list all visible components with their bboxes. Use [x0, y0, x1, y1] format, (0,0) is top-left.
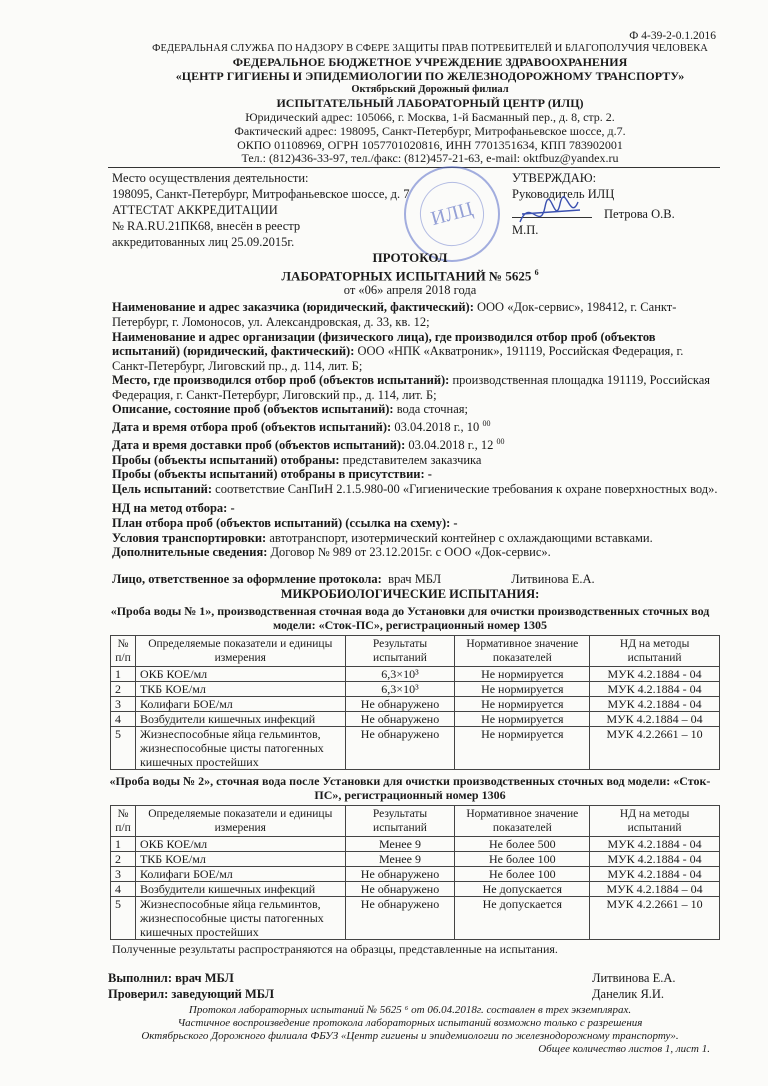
letterhead — [100, 42, 760, 166]
table-cell: Не нормируется — [455, 696, 590, 711]
table-cell: Не более 100 — [455, 866, 590, 881]
table-cell: 4 — [111, 881, 136, 896]
footer-line4: Общее количество листов 1, лист 1. — [538, 1042, 710, 1055]
checked-name: Данелик Я.И. — [592, 986, 665, 1001]
column-header: Нормативное значение показателей — [455, 805, 590, 836]
field-11 — [112, 531, 718, 546]
results-table-2 — [110, 805, 720, 940]
column-header: Результаты испытаний — [345, 635, 455, 666]
responsible-name: Литвинова Е.А. — [511, 571, 595, 586]
field-label: План отбора проб (объектов испытаний) (ссылка на схему): - — [112, 515, 458, 530]
table-cell: Жизнеспособные яйца гельминтов, жизнеспособные цисты патогенных кишечных простейших — [135, 726, 345, 769]
branch: Октябрьский Дорожный филиал — [351, 84, 509, 96]
field-label: Пробы (объекты испытаний) отобраны: — [112, 452, 340, 467]
table-cell: Возбудители кишечных инфекций — [135, 711, 345, 726]
table-cell: 2 — [111, 851, 136, 866]
title-line2: ЛАБОРАТОРНЫХ ИСПЫТАНИЙ № 5625 — [281, 268, 532, 284]
table-cell: Жизнеспособные яйца гельминтов, жизнеспособные цисты патогенных кишечных простейших — [135, 896, 345, 939]
table-cell: 2 — [111, 681, 136, 696]
signatures — [108, 970, 274, 1002]
table-cell: МУК 4.2.1884 – 04 — [590, 881, 720, 896]
divider — [108, 167, 720, 168]
field-9 — [112, 501, 718, 516]
table-cell: Не нормируется — [455, 711, 590, 726]
table-cell: Не обнаружено — [345, 866, 455, 881]
checked-by: Проверил: заведующий МБЛ — [108, 986, 275, 1001]
table-cell: МУК 4.2.1884 - 04 — [590, 866, 720, 881]
table-cell: 4 — [111, 711, 136, 726]
table-cell: Менее 9 — [345, 851, 455, 866]
field-value: Договор № 989 от 23.12.2015г. с ООО «Док-сервис». — [267, 545, 551, 560]
results-table-1 — [110, 635, 720, 770]
accreditation-block — [112, 170, 410, 250]
table-cell: Не обнаружено — [345, 726, 455, 769]
performed-name: Литвинова Е.А. — [592, 970, 676, 985]
approval-block — [512, 170, 718, 238]
seal-text: ИЛЦ — [413, 175, 491, 253]
title-line1: ПРОТОКОЛ — [372, 250, 448, 265]
table-cell: ТКБ КОЕ/мл — [135, 851, 345, 866]
signature-line — [512, 217, 592, 218]
field-value: вода сточная; — [393, 402, 468, 417]
table-cell: 6,3×10³ — [345, 681, 455, 696]
seal-stamp — [404, 166, 500, 262]
institution: ФЕДЕРАЛЬНОЕ БЮДЖЕТНОЕ УЧРЕЖДЕНИЕ ЗДРАВООХРАНЕНИЯ — [232, 54, 628, 69]
field-label: Дополнительные сведения: — [112, 545, 268, 560]
signature-names — [592, 970, 720, 1002]
field-label: Дата и время отбора проб (объектов испытаний): — [112, 420, 392, 435]
table-cell: ОКБ КОЕ/мл — [135, 836, 345, 851]
field-sup: 00 — [482, 419, 491, 429]
results-note: Полученные результаты распространяются на образцы, представленные на испытания. — [112, 941, 558, 956]
table-cell: Менее 9 — [345, 836, 455, 851]
field-label: Наименование и адрес заказчика (юридический, фактический): — [112, 300, 474, 315]
column-header: НД на методы испытаний — [590, 805, 720, 836]
accreditation-number: № RA.RU.21ПК68, внесён в реестр — [112, 219, 301, 233]
footer-line1: Протокол лабораторных испытаний № 5625 ⁶ от 06.04.2018г. составлен в трех экземплярах. — [188, 1003, 632, 1016]
activity-place: 198095, Санкт-Петербург, Митрофаньевское шоссе, д. 7 — [112, 187, 410, 201]
table-cell: Не обнаружено — [345, 711, 455, 726]
table-cell: МУК 4.2.1884 – 04 — [590, 711, 720, 726]
table-cell: МУК 4.2.1884 - 04 — [590, 666, 720, 681]
responsible-line — [112, 572, 720, 587]
accreditation-title: АТТЕСТАТ АККРЕДИТАЦИИ — [112, 203, 278, 217]
table2-caption: «Проба воды № 2», сточная вода после Установки для очистки производственных сточных вод модели: «Сток-ПС», регистрационный номер 1306 — [109, 773, 711, 802]
table-cell: Не нормируется — [455, 666, 590, 681]
lab-name: ИСПЫТАТЕЛЬНЫЙ ЛАБОРАТОРНЫЙ ЦЕНТР (ИЛЦ) — [276, 96, 584, 111]
table-cell: 1 — [111, 836, 136, 851]
performed-by: Выполнил: врач МБЛ — [108, 970, 234, 985]
field-6 — [112, 453, 718, 468]
field-label: Место, где производился отбор проб (объектов испытаний): — [112, 373, 450, 388]
table-cell: Не более 100 — [455, 851, 590, 866]
column-header: № п/п — [111, 805, 136, 836]
column-header: Определяемые показатели и единицы измерения — [135, 635, 345, 666]
table-row — [111, 851, 720, 866]
table-cell: Не нормируется — [455, 681, 590, 696]
table-cell: Возбудители кишечных инфекций — [135, 881, 345, 896]
column-header: Нормативное значение показателей — [455, 635, 590, 666]
table-row — [111, 866, 720, 881]
field-label: Условия транспортировки: — [112, 530, 267, 545]
table-cell: Не нормируется — [455, 726, 590, 769]
field-value: 03.04.2018 г., 12 — [405, 437, 497, 452]
table-cell: 1 — [111, 666, 136, 681]
table-cell: Не обнаружено — [345, 881, 455, 896]
contacts: Тел.: (812)436-33-97, тел./факс: (812)457-21-63, e-mail: oktfbuz@yandex.ru — [241, 151, 619, 166]
table1-caption: «Проба воды № 1», производственная сточная вода до Установки для очистки производственных сточных вод модели: «Сток-ПС», регистрационный номер 1305 — [110, 603, 710, 632]
field-label: Пробы (объекты испытаний) отобраны в присутствии: - — [112, 467, 432, 482]
table-cell: ТКБ КОЕ/мл — [135, 681, 345, 696]
approver-name: Петрова О.В. — [604, 207, 675, 221]
section-title: МИКРОБИОЛОГИЧЕСКИЕ ИСПЫТАНИЯ: — [280, 586, 540, 601]
table-row — [111, 696, 720, 711]
table-row — [111, 711, 720, 726]
field-3 — [112, 402, 718, 417]
table-cell: 3 — [111, 866, 136, 881]
field-label: Описание, состояние проб (объектов испытаний): — [112, 402, 394, 417]
field-4 — [112, 417, 718, 435]
field-value: 03.04.2018 г., 10 — [391, 420, 483, 435]
table-row — [111, 881, 720, 896]
form-code: Ф 4-39-2-0.1.2016 — [629, 30, 716, 42]
protocol-date: от «06» апреля 2018 года — [343, 283, 477, 298]
table-cell: Не допускается — [455, 896, 590, 939]
table-row — [111, 666, 720, 681]
table-cell: МУК 4.2.2661 – 10 — [590, 726, 720, 769]
table-cell: МУК 4.2.1884 - 04 — [590, 836, 720, 851]
table-cell: ОКБ КОЕ/мл — [135, 666, 345, 681]
column-header: Результаты испытаний — [345, 805, 455, 836]
footer — [100, 1004, 720, 1056]
responsible-label: Лицо, ответственное за оформление протокола: — [112, 571, 382, 586]
footer-line3: Октябрьского Дорожного филиала ФБУЗ «Центр гигиены и эпидемиологии по железнодорожному транспорту». — [141, 1029, 679, 1042]
signatures-row — [108, 970, 720, 1002]
approve-label: УТВЕРЖДАЮ: — [512, 171, 597, 185]
column-header: № п/п — [111, 635, 136, 666]
table-cell: 3 — [111, 696, 136, 711]
footer-line2: Частичное воспроизведение протокола лабораторных испытаний возможно только с разрешения — [177, 1016, 643, 1029]
title-sup: 6 — [534, 268, 539, 277]
table-header-row — [111, 635, 720, 666]
field-value: ООО «НПК «Акватроник», 191119, Российская Федерация, г. Санкт-Петербург, Лиговский пр., д. 114, лит. Б; — [112, 344, 684, 373]
field-label: НД на метод отбора: - — [112, 501, 235, 516]
field-value: соответствие СанПиН 2.1.5.980-00 «Гигиенические требования к охране поверхностных вод». — [212, 481, 718, 496]
actual-address: Фактический адрес: 198095, Санкт-Петербург, Митрофаньевское шоссе, д.7. — [234, 123, 626, 138]
legal-address: Юридический адрес: 105066, г. Москва, 1-й Басманный пер., д. 8, стр. 2. — [245, 109, 615, 124]
table-row — [111, 726, 720, 769]
table-cell: Не обнаружено — [345, 696, 455, 711]
responsible-role: врач МБЛ — [388, 571, 442, 586]
table-cell: 6,3×10³ — [345, 666, 455, 681]
table-cell: МУК 4.2.2661 – 10 — [590, 896, 720, 939]
field-label: Дата и время доставки проб (объектов испытаний): — [112, 437, 406, 452]
table-cell: МУК 4.2.1884 - 04 — [590, 696, 720, 711]
field-10 — [112, 516, 718, 531]
column-header: Определяемые показатели и единицы измерения — [135, 805, 345, 836]
table-cell: 5 — [111, 896, 136, 939]
agency: ФЕДЕРАЛЬНАЯ СЛУЖБА ПО НАДЗОРУ В СФЕРЕ ЗАЩИТЫ ПРАВ ПОТРЕБИТЕЛЕЙ И БЛАГОПОЛУЧИЯ ЧЕЛОВЕКА — [152, 43, 708, 54]
field-value: производственная площадка 191119, Российская Федерация, г. Санкт-Петербург, Лиговский пр., д. 114, лит. Б; — [112, 373, 711, 402]
protocol-fields — [112, 300, 718, 559]
table-cell: 5 — [111, 726, 136, 769]
table-cell: МУК 4.2.1884 - 04 — [590, 851, 720, 866]
seal-label: М.П. — [512, 223, 539, 237]
protocol-title — [100, 250, 720, 298]
column-header: НД на методы испытаний — [590, 635, 720, 666]
codes: ОКПО 01108969, ОГРН 1057701020816, ИНН 7701351634, КПП 783902001 — [237, 137, 623, 152]
field-value: ООО «Док-сервис», 198412, г. Санкт-Петербург, г. Ломоносов, ул. Александровская, д. 33, кв. 12; — [112, 300, 677, 329]
field-2 — [112, 373, 718, 402]
table-cell: Не допускается — [455, 881, 590, 896]
table-row — [111, 836, 720, 851]
field-7 — [112, 467, 718, 482]
field-label: Цель испытаний: — [112, 481, 213, 496]
table-row — [111, 681, 720, 696]
field-value: автотранспорт, изотермический контейнер с охлаждающими вставками. — [266, 530, 653, 545]
field-1 — [112, 330, 718, 374]
approver-role: Руководитель ИЛЦ — [512, 187, 615, 201]
field-5 — [112, 435, 718, 453]
field-12 — [112, 545, 718, 560]
field-value: представителем заказчика — [339, 452, 482, 467]
protocol-body — [100, 250, 720, 1056]
center-name: «ЦЕНТР ГИГИЕНЫ И ЭПИДЕМИОЛОГИИ ПО ЖЕЛЕЗНОДОРОЖНОМУ ТРАНСПОРТУ» — [175, 68, 685, 83]
table-cell: Не обнаружено — [345, 896, 455, 939]
table-cell: Колифаги БОЕ/мл — [135, 866, 345, 881]
field-label: Наименование и адрес организации (физического лица), где производился отбор проб (объектов испытаний) (юридический, фактический): — [112, 329, 656, 359]
table-cell: Не более 500 — [455, 836, 590, 851]
activity-place-label: Место осуществления деятельности: — [112, 171, 309, 185]
table-header-row — [111, 805, 720, 836]
table-cell: Колифаги БОЕ/мл — [135, 696, 345, 711]
table-row — [111, 896, 720, 939]
field-8 — [112, 482, 718, 497]
table-cell: МУК 4.2.1884 - 04 — [590, 681, 720, 696]
field-0 — [112, 300, 718, 329]
field-sup: 00 — [496, 436, 505, 446]
accreditation-date: аккредитованных лиц 25.09.2015г. — [112, 235, 295, 249]
